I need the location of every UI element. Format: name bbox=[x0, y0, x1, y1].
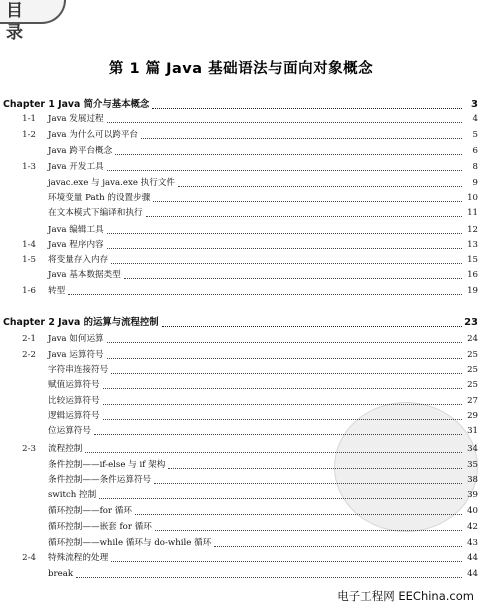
toc-entry-row bbox=[0, 567, 482, 581]
toc-page-number: 44 bbox=[467, 569, 478, 579]
toc-entry-title: 赋值运算符号 bbox=[48, 380, 100, 390]
toc-entry-title: Java 程序内容 bbox=[48, 240, 104, 250]
dot-leader bbox=[162, 325, 462, 327]
toc-entry-title: Java 发展过程 bbox=[48, 114, 104, 124]
toc-page-number: 9 bbox=[472, 178, 478, 188]
toc-entry-title: switch 控制 bbox=[48, 490, 97, 500]
toc-entry-row bbox=[0, 488, 482, 502]
toc-section-number: 1-5 bbox=[22, 255, 36, 265]
toc-entry-row bbox=[0, 458, 482, 472]
dot-leader bbox=[99, 497, 462, 499]
dot-leader bbox=[107, 341, 462, 343]
toc-entry-row bbox=[0, 144, 482, 158]
toc-entry-title: Java 开发工具 bbox=[48, 162, 104, 172]
toc-entry-title: 流程控制 bbox=[48, 444, 83, 454]
toc-entry-title: 比较运算符号 bbox=[48, 396, 100, 406]
toc-page-number: 43 bbox=[467, 538, 478, 548]
toc-entry-row bbox=[0, 473, 482, 487]
toc-entry-row bbox=[0, 520, 482, 534]
toc-page-number: 25 bbox=[467, 365, 478, 375]
toc-page-number: 35 bbox=[467, 460, 478, 470]
toc-entry-title: 环境变量 Path 的设置步骤 bbox=[48, 193, 151, 203]
toc-entry-row bbox=[0, 160, 482, 174]
dot-leader bbox=[152, 107, 462, 109]
part-title: 第 1 篇 Java 基础语法与面向对象概念 bbox=[108, 61, 374, 77]
dot-leader bbox=[107, 357, 462, 359]
dot-leader bbox=[111, 262, 462, 264]
toc-page-number: 40 bbox=[467, 506, 478, 516]
toc-entry-title: 字符串连接符号 bbox=[48, 365, 109, 375]
toc-entry-title: 转型 bbox=[48, 286, 66, 296]
toc-entry-title: Java 跨平台概念 bbox=[48, 146, 113, 156]
dot-leader bbox=[214, 545, 462, 547]
toc-page-number: 23 bbox=[464, 317, 478, 328]
dot-leader bbox=[178, 185, 462, 187]
toc-page-number: 42 bbox=[467, 522, 478, 532]
contents-heading-badge: 目 录 bbox=[0, 0, 66, 24]
toc-entry-row bbox=[0, 409, 482, 423]
dot-leader bbox=[153, 200, 462, 202]
dot-leader bbox=[76, 576, 462, 578]
toc-entry-title: 将变量存入内存 bbox=[48, 255, 109, 265]
toc-page-number: 31 bbox=[467, 426, 478, 436]
dot-leader bbox=[111, 372, 462, 374]
toc-page-number: 27 bbox=[467, 396, 478, 406]
toc-entry-title: break bbox=[48, 569, 74, 579]
dot-leader bbox=[103, 418, 462, 420]
toc-entry-row bbox=[0, 238, 482, 252]
toc-page-number: 34 bbox=[467, 444, 478, 454]
toc-page-number: 16 bbox=[467, 270, 478, 280]
dot-leader bbox=[85, 451, 462, 453]
toc-section-number: 1-3 bbox=[22, 162, 36, 172]
toc-section-number: 1-4 bbox=[22, 240, 36, 250]
site-watermark: 电子工程网 EEChina.com bbox=[337, 589, 474, 603]
dot-leader bbox=[115, 153, 462, 155]
dot-leader bbox=[107, 232, 462, 234]
toc-entry-row bbox=[0, 176, 482, 190]
toc-page-number: 6 bbox=[472, 146, 478, 156]
toc-page-number: 25 bbox=[467, 350, 478, 360]
toc-chapter-row bbox=[0, 98, 482, 112]
toc-entry-title: Chapter 1 Java 简介与基本概念 bbox=[3, 99, 150, 110]
toc-entry-row bbox=[0, 284, 482, 298]
toc-entry-title: 循环控制——for 循环 bbox=[48, 506, 132, 516]
toc-entry-title: Java 基本数据类型 bbox=[48, 270, 121, 280]
toc-entry-title: 循环控制——while 循环与 do-while 循环 bbox=[48, 538, 212, 548]
dot-leader bbox=[155, 529, 462, 531]
toc-chapter-row bbox=[0, 316, 482, 330]
toc-entry-row bbox=[0, 363, 482, 377]
dot-leader bbox=[135, 513, 462, 515]
dot-leader bbox=[107, 121, 462, 123]
dot-leader bbox=[146, 215, 462, 217]
toc-section-number: 2-2 bbox=[22, 350, 36, 360]
toc-entry-row bbox=[0, 394, 482, 408]
dot-leader bbox=[94, 433, 462, 435]
toc-page-number: 10 bbox=[467, 193, 478, 203]
toc-section-number: 1-2 bbox=[22, 130, 36, 140]
toc-entry-title: 特殊流程的处理 bbox=[48, 553, 109, 563]
dot-leader bbox=[107, 247, 462, 249]
toc-entry-row bbox=[0, 504, 482, 518]
toc-entry-row bbox=[0, 551, 482, 565]
toc-entry-title: 循环控制——嵌套 for 循环 bbox=[48, 522, 152, 532]
toc-page-number: 15 bbox=[467, 255, 478, 265]
toc-entry-row bbox=[0, 424, 482, 438]
toc-page-number: 3 bbox=[471, 99, 478, 110]
toc-entry-title: javac.exe 与 java.exe 执行文件 bbox=[48, 178, 176, 188]
dot-leader bbox=[154, 482, 462, 484]
toc-entry-title: Java 为什么可以跨平台 bbox=[48, 130, 139, 140]
dot-leader bbox=[103, 403, 462, 405]
dot-leader bbox=[68, 293, 462, 295]
toc-entry-row bbox=[0, 536, 482, 550]
toc-page-number: 44 bbox=[467, 553, 478, 563]
toc-entry-title: Chapter 2 Java 的运算与流程控制 bbox=[3, 317, 159, 328]
toc-page-number: 4 bbox=[472, 114, 478, 124]
toc-entry-row bbox=[0, 253, 482, 267]
toc-page-number: 39 bbox=[467, 490, 478, 500]
toc-entry-row bbox=[0, 442, 482, 456]
dot-leader bbox=[141, 137, 462, 139]
toc-entry-title: 条件控制——条件运算符号 bbox=[48, 475, 152, 485]
dot-leader bbox=[124, 277, 462, 279]
dot-leader bbox=[111, 560, 462, 562]
toc-page-number: 12 bbox=[467, 225, 478, 235]
toc-page-number: 38 bbox=[467, 475, 478, 485]
dot-leader bbox=[107, 169, 462, 171]
toc-entry-row bbox=[0, 191, 482, 205]
toc-entry-row bbox=[0, 112, 482, 126]
toc-entry-title: 位运算符号 bbox=[48, 426, 91, 436]
toc-entry-row bbox=[0, 348, 482, 362]
toc-page-number: 29 bbox=[467, 411, 478, 421]
toc-page-number: 13 bbox=[467, 240, 478, 250]
toc-entry-row bbox=[0, 378, 482, 392]
toc-entry-row bbox=[0, 268, 482, 282]
toc-page-number: 19 bbox=[467, 286, 478, 296]
toc-entry-title: 逻辑运算符号 bbox=[48, 411, 100, 421]
toc-entry-title: Java 运算符号 bbox=[48, 350, 104, 360]
toc-section-number: 2-1 bbox=[22, 334, 36, 344]
toc-entry-row bbox=[0, 223, 482, 237]
toc-entry-row bbox=[0, 332, 482, 346]
toc-entry-title: Java 编辑工具 bbox=[48, 225, 104, 235]
toc-section-number: 2-3 bbox=[22, 444, 36, 454]
toc-page-number: 24 bbox=[467, 334, 478, 344]
toc-section-number: 1-6 bbox=[22, 286, 36, 296]
toc-entry-title: 在文本模式下编译和执行 bbox=[48, 208, 143, 218]
toc-section-number: 2-4 bbox=[22, 553, 36, 563]
toc-page-number: 11 bbox=[467, 208, 478, 218]
dot-leader bbox=[168, 467, 462, 469]
toc-page-number: 25 bbox=[467, 380, 478, 390]
toc-entry-title: Java 如何运算 bbox=[48, 334, 104, 344]
toc-page-number: 8 bbox=[472, 162, 478, 172]
toc-page-number: 5 bbox=[472, 130, 478, 140]
dot-leader bbox=[103, 387, 462, 389]
toc-section-number: 1-1 bbox=[22, 114, 36, 124]
toc-entry-row bbox=[0, 206, 482, 220]
toc-entry-title: 条件控制——if-else 与 if 架构 bbox=[48, 460, 166, 470]
toc-entry-row bbox=[0, 128, 482, 142]
